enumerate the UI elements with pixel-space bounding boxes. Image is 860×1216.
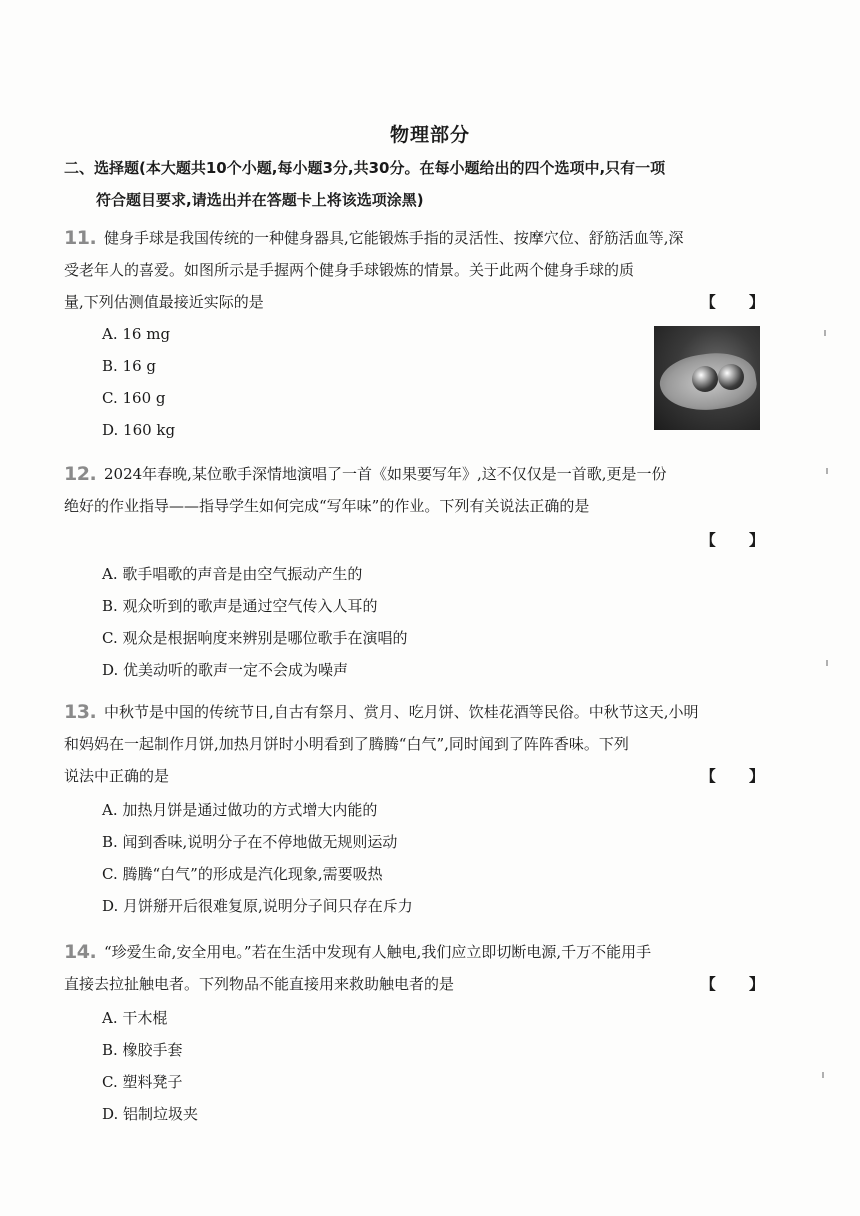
option-c[interactable]: C. 160 g (102, 389, 166, 407)
question-stem (64, 696, 764, 792)
question-number: 12. (64, 463, 97, 485)
scan-speck (822, 1072, 824, 1078)
options-list (102, 1002, 198, 1130)
question-stem (64, 222, 764, 318)
question-12 (64, 458, 764, 679)
stem-line: 和妈妈在一起制作月饼,加热月饼时小明看到了腾腾“白气”,同时闻到了阵阵香味。下列 (64, 735, 629, 753)
stem-line: 中秋节是中国的传统节日,自古有祭月、赏月、吃月饼、饮桂花酒等民俗。中秋节这天,小明 (104, 703, 699, 721)
options-list (102, 318, 175, 446)
fitness-balls-photo (654, 326, 760, 430)
question-number: 11. (64, 227, 97, 249)
option-a[interactable]: A. 16 mg (102, 325, 171, 343)
stem-line: 2024年春晚,某位歌手深情地演唱了一首《如果要写年》,这不仅仅是一首歌,更是一份 (104, 465, 667, 483)
option-d[interactable]: D. 月饼掰开后很难复原,说明分子间只存在斥力 (102, 897, 413, 915)
stem-line: 说法中正确的是 (64, 767, 170, 785)
fitness-ball-1 (692, 366, 718, 392)
stem-line: 受老年人的喜爱。如图所示是手握两个健身手球锻炼的情景。关于此两个健身手球的质 (64, 261, 635, 279)
option-c[interactable]: C. 腾腾“白气”的形成是汽化现象,需要吸热 (102, 865, 383, 883)
scan-speck (826, 660, 828, 666)
answer-bracket[interactable]: 【 】 (700, 767, 764, 785)
scan-speck (826, 468, 828, 474)
option-a[interactable]: A. 加热月饼是通过做功的方式增大内能的 (102, 801, 378, 819)
question-11 (64, 222, 764, 439)
option-a[interactable]: A. 干木棍 (102, 1009, 168, 1027)
stem-line: 量,下列估测值最接近实际的是 (64, 293, 264, 311)
option-b[interactable]: B. 橡胶手套 (102, 1041, 183, 1059)
stem-line: “珍爱生命,安全用电。”若在生活中发现有人触电,我们应立即切断电源,千万不能用手 (104, 943, 652, 961)
section-instructions-line1: (本大题共10个小题,每小题3分,共30分。在每小题给出的四个选项中,只有一项 (139, 159, 666, 177)
stem-line: 健身手球是我国传统的一种健身器具,它能锻炼手指的灵活性、按摩穴位、舒筋活血等,深 (104, 229, 684, 247)
options-list (102, 558, 407, 686)
option-d[interactable]: D. 160 kg (102, 421, 176, 439)
fitness-ball-2 (718, 364, 744, 390)
question-number: 14. (64, 941, 97, 963)
answer-bracket[interactable]: 【 】 (700, 293, 764, 311)
stem-line: 直接去拉扯触电者。下列物品不能直接用来救助触电者的是 (64, 975, 455, 993)
question-14 (64, 936, 764, 1123)
question-13 (64, 696, 764, 915)
page-title: 物理部分 (389, 124, 470, 146)
stem-line: 绝好的作业指导——指导学生如何完成“写年味”的作业。下列有关说法正确的是 (64, 497, 590, 515)
answer-bracket[interactable]: 【 】 (700, 531, 764, 549)
section-heading (64, 152, 764, 216)
option-b[interactable]: B. 16 g (102, 357, 157, 375)
scan-speck (824, 330, 826, 336)
question-stem (64, 458, 764, 522)
option-d[interactable]: D. 铝制垃圾夹 (102, 1105, 199, 1123)
question-number: 13. (64, 701, 97, 723)
option-b[interactable]: B. 观众听到的歌声是通过空气传入人耳的 (102, 597, 378, 615)
options-list (102, 794, 413, 922)
question-stem (64, 936, 764, 1000)
option-d[interactable]: D. 优美动听的歌声一定不会成为噪声 (102, 661, 349, 679)
option-c[interactable]: C. 塑料凳子 (102, 1073, 183, 1091)
option-b[interactable]: B. 闻到香味,说明分子在不停地做无规则运动 (102, 833, 398, 851)
answer-bracket[interactable]: 【 】 (700, 975, 764, 993)
option-c[interactable]: C. 观众是根据响度来辨别是哪位歌手在演唱的 (102, 629, 408, 647)
option-a[interactable]: A. 歌手唱歌的声音是由空气振动产生的 (102, 565, 363, 583)
section-label: 二、选择题 (64, 159, 140, 177)
section-instructions-line2: 符合题目要求,请选出并在答题卡上将该选项涂黑) (96, 191, 424, 209)
